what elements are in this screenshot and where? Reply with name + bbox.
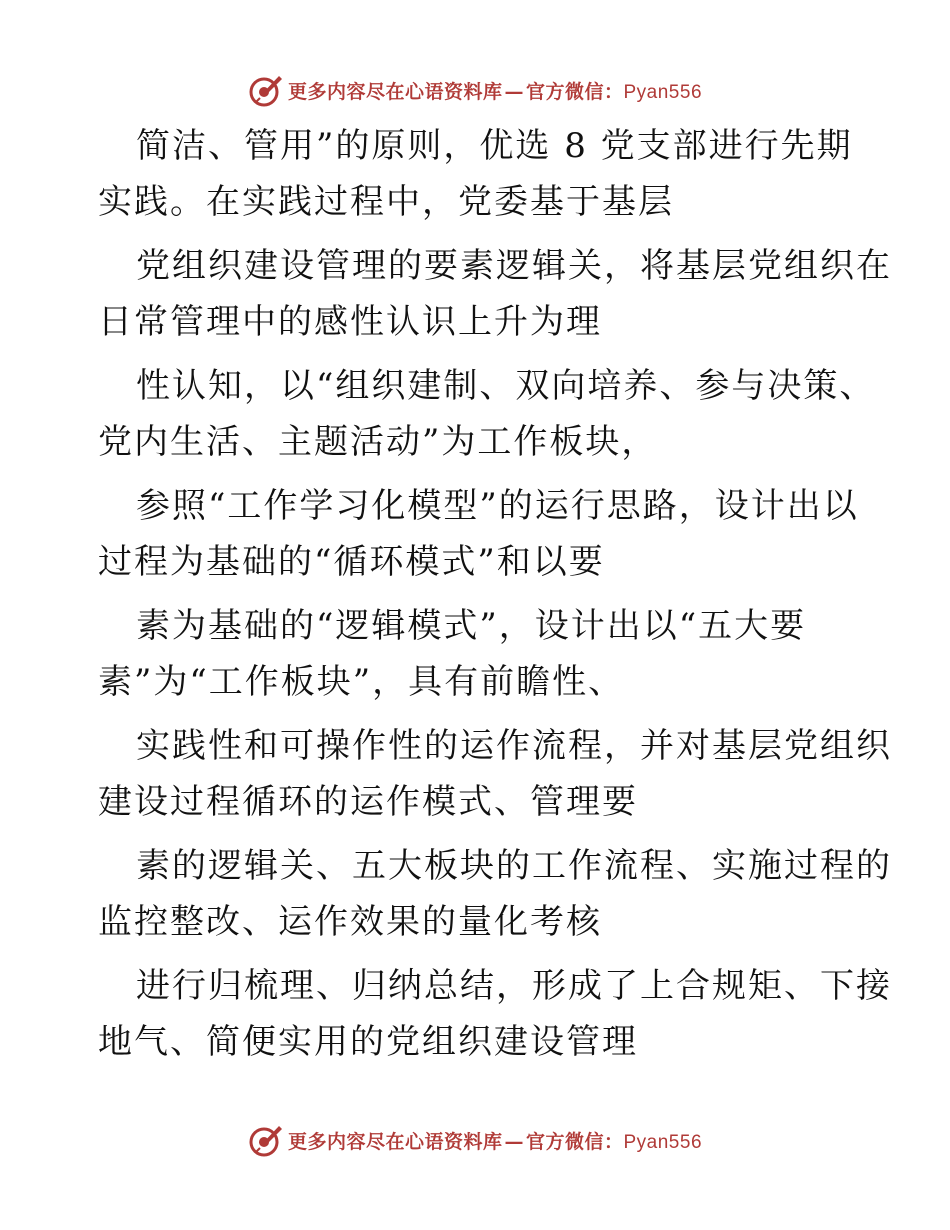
paragraph-line: 性认知，以“组织建制、双向培养、参与决策、 [136,366,876,406]
paragraph-line: 进行归梳理、归纳总结，形成了上合规矩、下接 [136,966,892,1006]
paragraph-line: 监控整改、运作效果的量化考核 [98,902,602,942]
paragraph-line: 素”为“工作板块”，具有前瞻性、 [98,662,625,702]
paragraph-line: 党组织建设管理的要素逻辑关，将基层党组织在 [136,246,892,286]
footer-watermark-banner [0,1120,950,1160]
footer-banner-suffix: 官方微信： [525,1130,624,1153]
paragraph-line: 参照“工作学习化模型”的运行思路，设计出以 [136,486,859,526]
document-body [98,118,892,1078]
paragraph-line: 实践性和可操作性的运作流程，并对基层党组织 [136,726,892,766]
footer-banner-text [288,1127,702,1154]
paragraph-line: 党内生活、主题活动”为工作板块， [98,422,658,462]
paragraph-line: 日常管理中的感性认识上升为理 [98,302,602,342]
paragraph-line: 地气、简便实用的党组织建设管理 [98,1022,638,1062]
paragraph-line: 素的逻辑关、五大板块的工作流程、实施过程的 [136,846,892,886]
pen-seal-logo-icon [248,72,284,108]
paragraph-line: 实践。在实践过程中，党委基于基层 [98,182,674,222]
footer-banner-title: 更多内容尽在心语资料库 [287,1130,503,1153]
header-banner-title: 更多内容尽在心语资料库 [287,80,503,103]
header-banner-dash: — [504,80,524,103]
paragraph-line: 简洁、管用”的原则，优选 8 党支部进行先期 [136,126,853,166]
header-banner-text [288,77,702,104]
paragraph-line: 建设过程循环的运作模式、管理要 [98,782,638,822]
header-banner-suffix: 官方微信： [525,80,624,103]
paragraph-line: 素为基础的“逻辑模式”，设计出以“五大要 [136,606,807,646]
header-wechat-id: Pyan556 [623,81,703,103]
footer-wechat-id: Pyan556 [623,1131,703,1153]
footer-banner-dash: — [504,1130,524,1153]
header-watermark-banner [0,70,950,110]
paragraph-line: 过程为基础的“循环模式”和以要 [98,542,605,582]
pen-seal-logo-icon [248,1122,284,1158]
